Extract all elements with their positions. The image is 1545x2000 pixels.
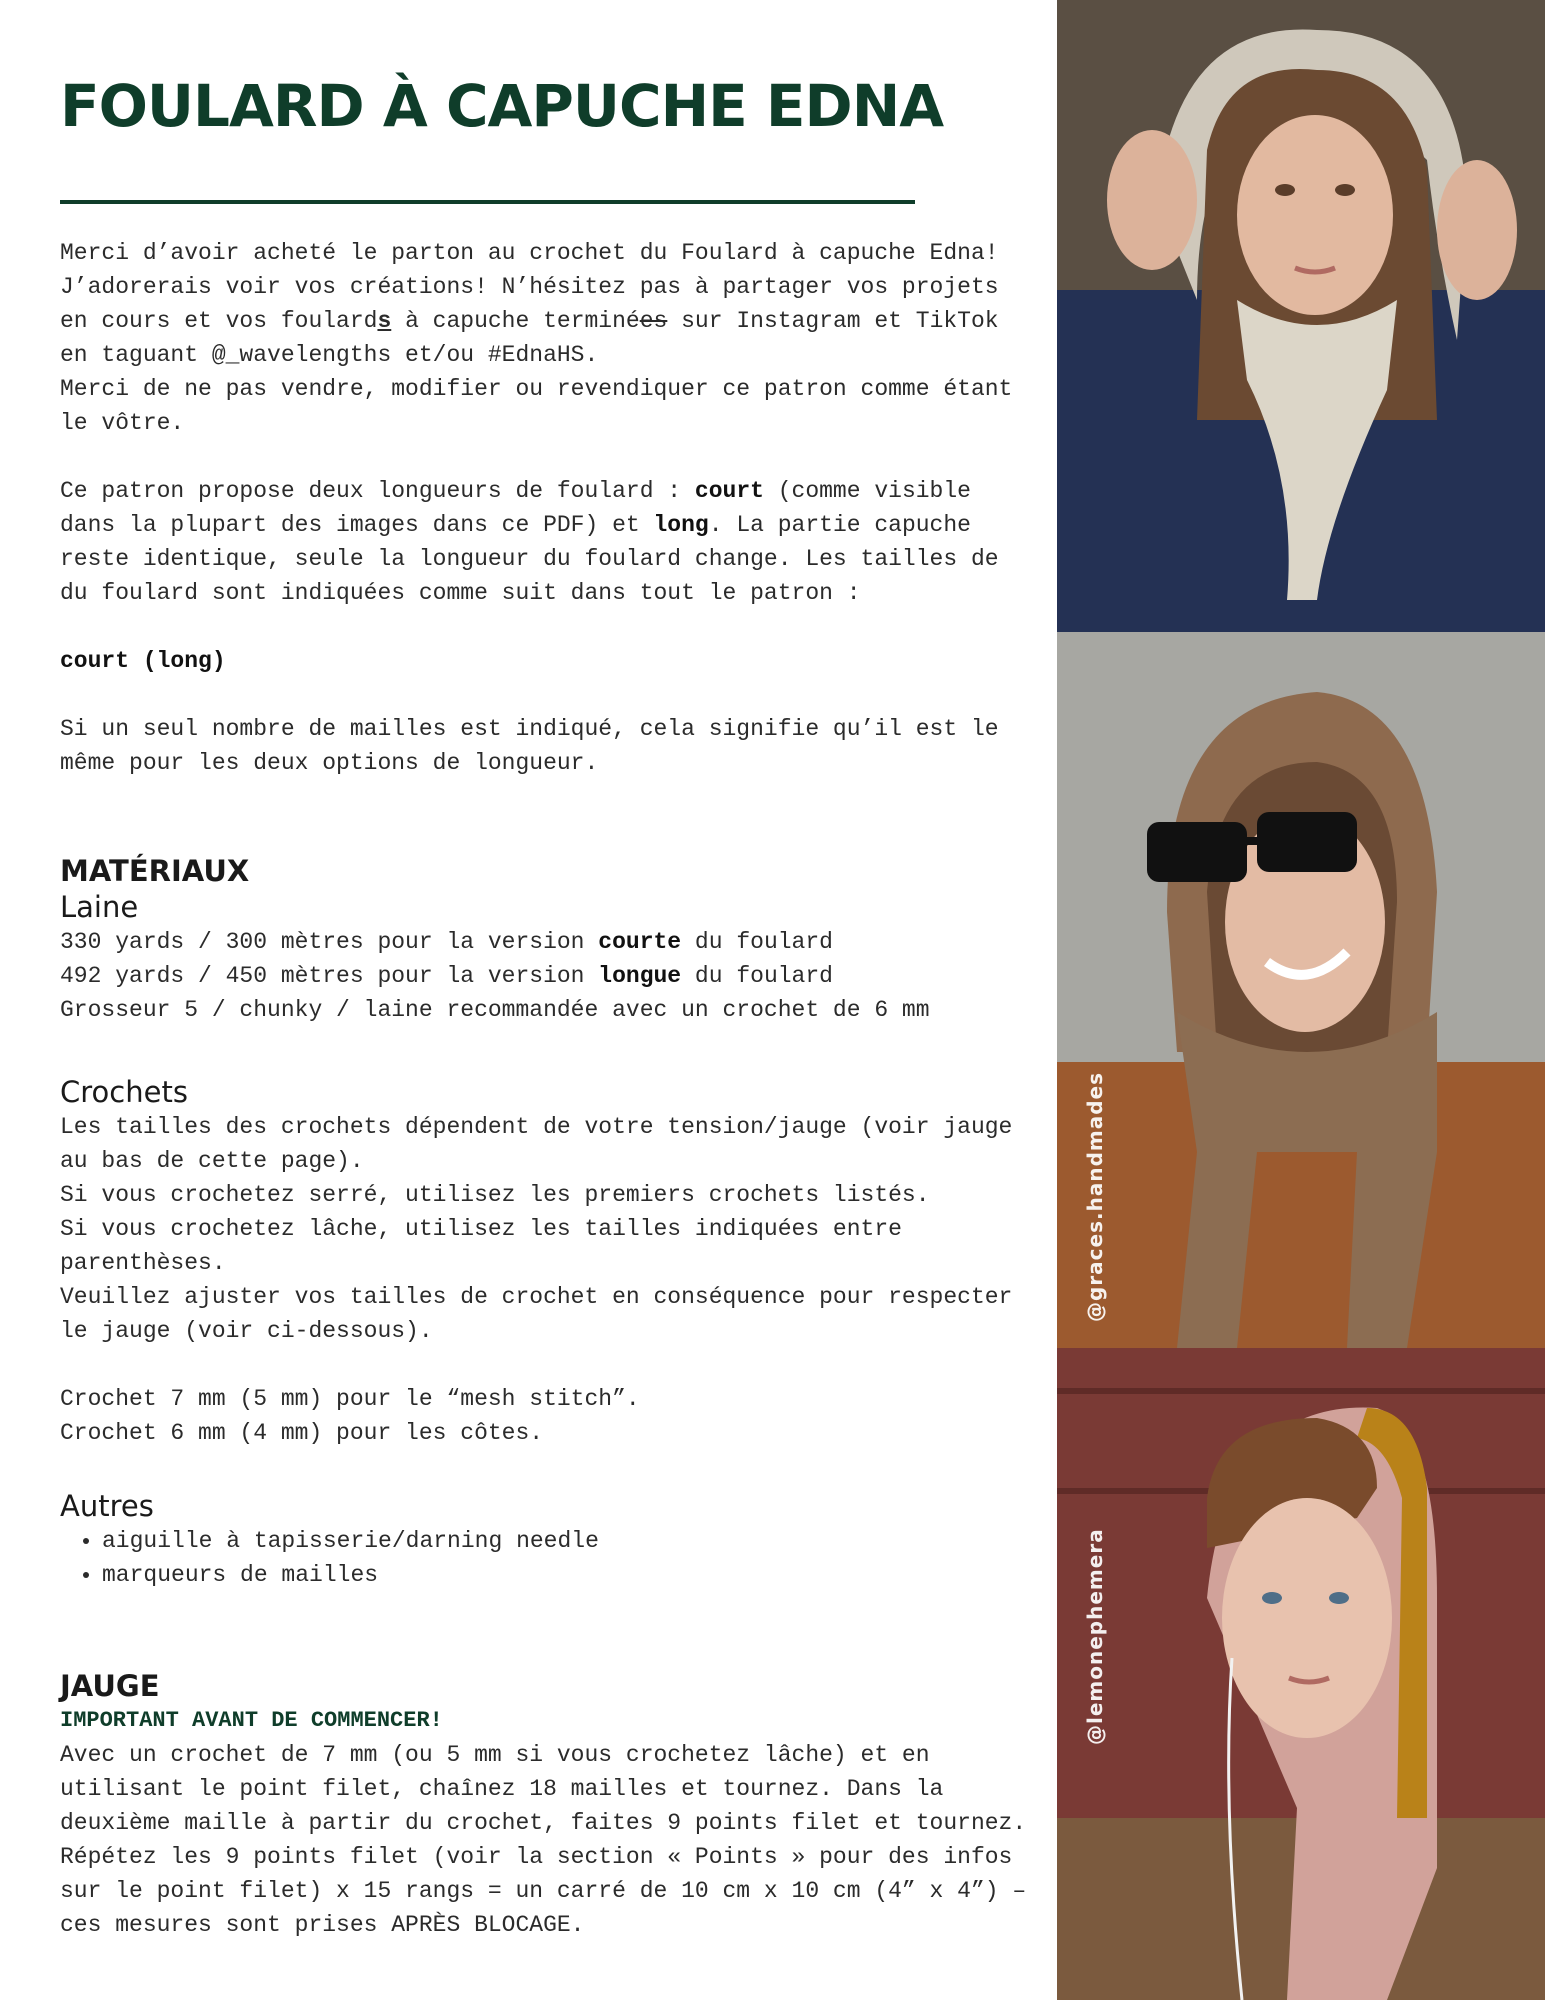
gauge-text: Avec un crochet de 7 mm (ou 5 mm si vous crochetez lâche) et en utilisant le point filet, chaînez 18 mailles et tournez. Dans la deuxième maille à partir du crochet, faites 9 points filet et tournez. Répétez les 9 points filet (voir la section « Points » pour des infos sur le point filet) x 15 rangs = un carré de 10 cm x 10 cm (4” x 4”) – ces mesures sont prises APRÈS BLOCAGE. [60,1742,1027,1938]
yarn-text: du foulard [681,963,833,989]
intro-text: (comme visible dans la plupart des images dans ce PDF) et [60,478,971,538]
materials-section [60,853,1040,1027]
intro-text: Ce patron propose deux longueurs de foulard : [60,478,695,504]
hooks-section [60,1074,1040,1450]
yarn-text: 492 yards / 450 mètres pour la version [60,963,599,989]
intro-text: . La partie capuche reste identique, seule la longueur du foulard change. Les tailles de du foulard sont indiquées comme suit dans tout le patron : [60,512,999,606]
intro-text: sur Instagram et TikTok en taguant @_wavelengths et/ou #EdnaHS. Merci de ne pas vendre, modifier ou revendiquer ce patron comme étant le vôtre. [60,308,1013,436]
others-list [60,1524,1040,1592]
hooks-heading: Crochets [60,1075,188,1109]
list-item: • marqueurs de mailles [102,1558,1040,1592]
photo-2-image [1057,632,1545,1348]
length-long: long [653,512,709,538]
others-heading: Autres [60,1489,154,1523]
photo-2 [1057,632,1545,1348]
length-short: court [694,478,764,504]
yarn-heading: Laine [60,890,139,924]
intro-section [60,236,1040,440]
lengths-section [60,474,1040,610]
list-item: • aiguille à tapisserie/darning needle [102,1524,1040,1558]
intro-underlined: s [377,308,392,334]
hook-mesh: Crochet 7 mm (5 mm) pour le “mesh stitch”. [60,1386,640,1412]
others-section [60,1488,1040,1592]
hooks-text: Les tailles des crochets dépendent de votre tension/jauge (voir jauge au bas de cette page). Si vous crochetez serré, utilisez les premiers crochets listés. Si vous crochetez lâche, utilisez les tailles indiquées entre parenthèses. Veuillez ajuster vos tailles de crochet en conséquence pour respecter le jauge (voir ci-dessous). [60,1114,1013,1344]
gauge-heading: JAUGE [60,1669,160,1703]
photo-3-image [1057,1348,1545,2000]
sizes-notation-section [60,644,1040,678]
intro-text: Merci d’avoir acheté le parton au crochet du Foulard à capuche Edna! J’adorerais voir vos créations! N’hésitez pas à partager vos projets en cours et vos foulard [60,240,999,334]
yarn-text: du foulard [681,929,833,955]
photo-1 [1057,0,1545,632]
photo-1-image [1057,0,1545,632]
yarn-weight: Grosseur 5 / chunky / laine recommandée avec un crochet de 6 mm [60,997,930,1023]
gauge-important: IMPORTANT AVANT DE COMMENCER! [60,1708,443,1733]
yarn-long-bold: longue [598,963,682,989]
intro-paragraph-3: Si un seul nombre de mailles est indiqué, cela signifie qu’il est le même pour les deux options de longueur. [60,716,999,776]
title-divider [60,200,915,204]
stitch-count-note [60,712,1040,780]
yarn-line-short [60,925,1040,959]
yarn-text: 330 yards / 300 mètres pour la version [60,929,599,955]
gauge-section [60,1668,1040,1942]
materials-heading: MATÉRIAUX [60,854,250,888]
yarn-short-bold: courte [598,929,682,955]
yarn-line-long [60,959,1040,993]
photo-2-credit: @graces.handmades [1083,1071,1107,1322]
photo-3-credit: @lemonephemera [1083,1528,1107,1745]
hook-ribs: Crochet 6 mm (4 mm) pour les côtes. [60,1420,544,1446]
intro-struck: es [639,308,668,334]
intro-text: à capuche terminé [391,308,640,334]
sizes-notation: court (long) [60,648,226,674]
intro-paragraph-2 [60,474,1040,610]
photo-3 [1057,1348,1545,2000]
page-title: FOULARD À CAPUCHE EDNA [60,72,944,140]
intro-paragraph-1 [60,236,1040,440]
